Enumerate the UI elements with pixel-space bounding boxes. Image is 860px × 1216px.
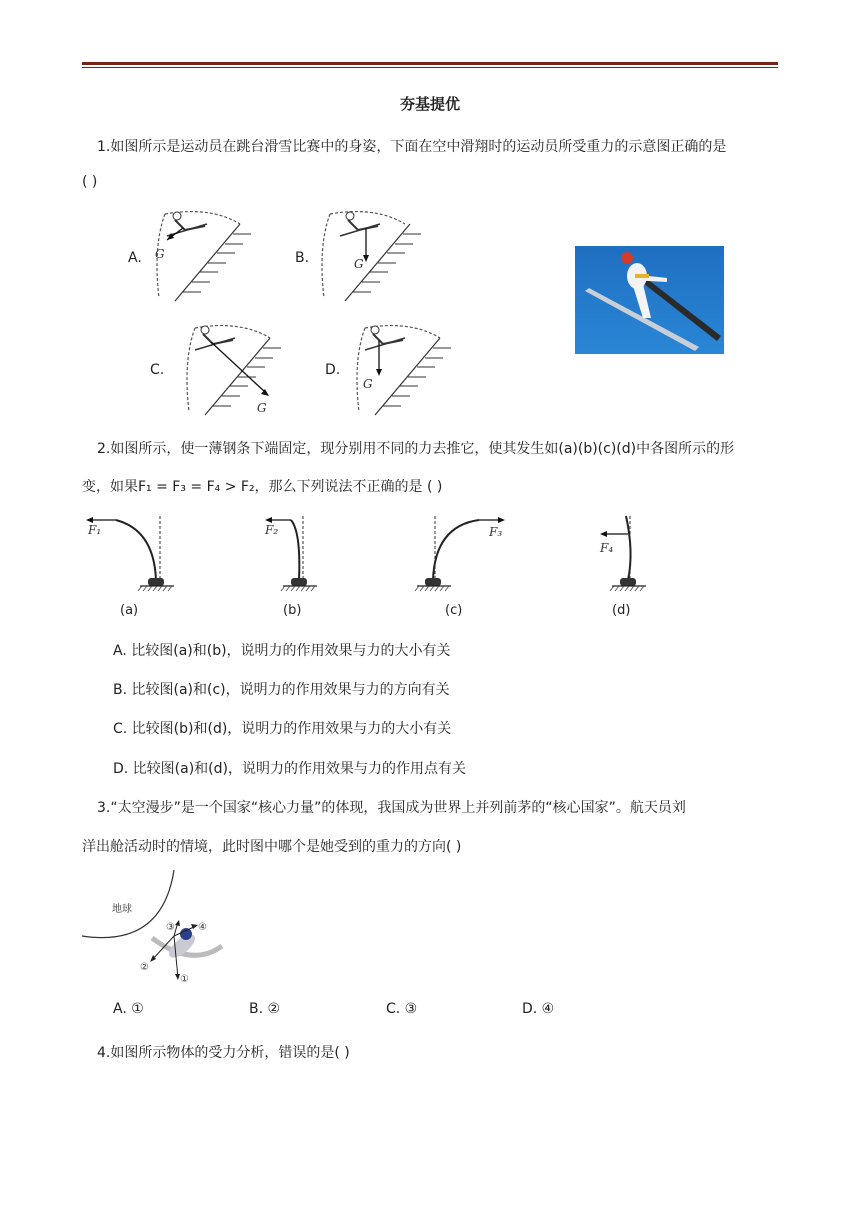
q2-stem-line1: 2.如图所示，使一薄钢条下端固定，现分别用不同的力去推它，使其发生如(a)(b)(c)(d)中各图所示的形 [97, 441, 735, 457]
q1-figure-c [175, 320, 300, 420]
q3-mark-4: ④ [198, 922, 207, 933]
q2-figure-c [405, 512, 515, 622]
q3-stem-line1: 3.“太空漫步”是一个国家“核心力量”的体现，我国成为世界上并列前茅的“核心国家”。航天员刘 [97, 800, 686, 816]
q2-figure-d [590, 512, 660, 622]
q1-a-g-label: G [155, 247, 165, 261]
q2-option-a: A. 比较图(a)和(b)，说明力的作用效果与力的大小有关 [113, 643, 451, 659]
q2-f2-label: F₂ [265, 523, 279, 537]
q4-stem: 4.如图所示物体的受力分析，错误的是( ) [97, 1045, 350, 1061]
q3-figure-spacewalk [82, 868, 227, 986]
q1-c-g-label: G [257, 401, 267, 415]
q2-f3-label: F₃ [489, 525, 503, 539]
q3-mark-2: ② [140, 962, 149, 973]
q2-figure-a-caption: (a) [120, 603, 139, 618]
q3-mark-3: ③ [166, 922, 175, 933]
q3-option-a: A. ① [113, 1001, 144, 1017]
q3-option-b: B. ② [249, 1001, 281, 1017]
q1-d-g-label: G [363, 377, 373, 391]
q3-option-c: C. ③ [386, 1001, 418, 1017]
q1-option-a: A. [128, 250, 142, 266]
q2-f1-label: F₁ [88, 523, 102, 537]
q2-f4-label: F₄ [600, 541, 614, 555]
q2-option-b: B. 比较图(a)和(c)，说明力的作用效果与力的方向有关 [113, 682, 450, 698]
q1-figure-d [345, 320, 470, 420]
q1-stem-line2: ( ) [82, 174, 98, 190]
ski-jumper-photo [575, 246, 724, 354]
q2-figure-c-caption: (c) [445, 603, 463, 618]
q3-mark-1: ① [180, 974, 189, 985]
q3-stem-line2: 洋出舱活动时的情境，此时图中哪个是她受到的重力的方向( ) [82, 839, 462, 855]
page-title: 夯基提优 [399, 95, 460, 113]
q2-option-c: C. 比较图(b)和(d)，说明力的作用效果与力的大小有关 [113, 721, 452, 737]
header-rule-thick [82, 62, 778, 65]
q3-option-d: D. ④ [522, 1001, 555, 1017]
q2-figure-a [82, 512, 192, 622]
q1-option-c: C. [150, 362, 165, 378]
q3-earth-label: 地球 [112, 904, 132, 915]
q2-stem-line2: 变，如果F₁ = F₃ = F₄ > F₂，那么下列说法不正确的是 ( ) [82, 479, 443, 495]
q1-option-b: B. [295, 250, 310, 266]
q1-stem-line1: 1.如图所示是运动员在跳台滑雪比赛中的身姿，下面在空中滑翔时的运动员所受重力的示意图正确的是 [97, 139, 727, 155]
q1-figure-b [310, 206, 435, 306]
q2-figure-d-caption: (d) [612, 603, 631, 618]
q1-option-d: D. [325, 362, 341, 378]
q1-b-g-label: G [354, 257, 364, 271]
q2-option-d: D. 比较图(a)和(d)，说明力的作用效果与力的作用点有关 [113, 761, 466, 777]
q2-figure-b-caption: (b) [283, 603, 302, 618]
q2-figure-b [255, 512, 335, 622]
header-rule-thin [82, 67, 778, 68]
q1-figure-a [145, 206, 270, 306]
